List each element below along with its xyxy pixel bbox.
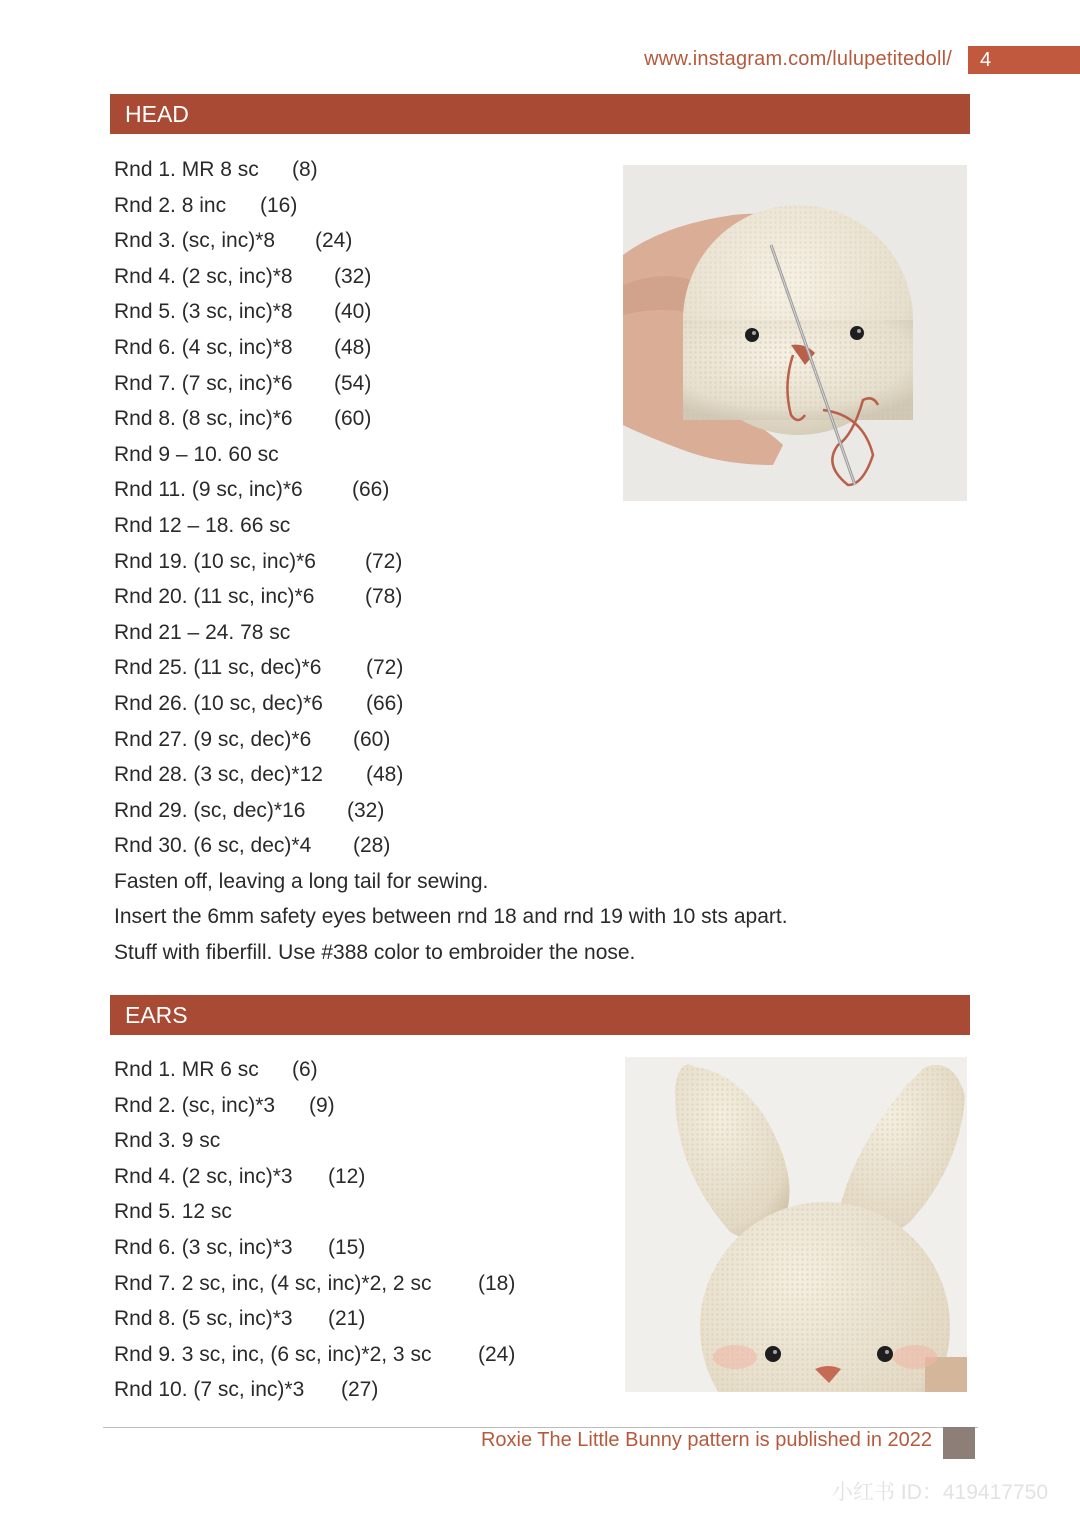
round-line: Rnd 10. (7 sc, inc)*3 (27): [114, 1372, 431, 1408]
round-line: Rnd 6. (3 sc, inc)*3 (15): [114, 1230, 431, 1266]
round-line: Rnd 28. (3 sc, dec)*12 (48): [114, 757, 788, 793]
section-header-ears: EARS: [110, 995, 970, 1035]
bunny-ears-illustration: [625, 1057, 967, 1392]
page-number: 4: [968, 46, 1080, 74]
section-header-head: HEAD: [110, 94, 970, 134]
round-line: Rnd 6. (4 sc, inc)*8 (48): [114, 330, 788, 366]
round-line: Rnd 12 – 18. 66 sc: [114, 513, 291, 537]
round-line: Rnd 8. (8 sc, inc)*6 (60): [114, 401, 788, 437]
footer-text: Roxie The Little Bunny pattern is published in 2022: [480, 1429, 932, 1451]
stitch-count: (28): [353, 834, 391, 858]
instagram-url: www.instagram.com/lulupetitedoll/: [644, 48, 952, 70]
round-line: Rnd 21 – 24. 78 sc: [114, 620, 291, 644]
stitch-count: (27): [341, 1378, 379, 1402]
round-line: Rnd 7. 2 sc, inc, (4 sc, inc)*2, 2 sc (18): [114, 1266, 431, 1302]
stitch-count: (66): [352, 478, 390, 502]
round-line: Rnd 4. (2 sc, inc)*8 (32): [114, 259, 788, 295]
stitch-count: (78): [365, 585, 403, 609]
round-line: Rnd 9 – 10. 60 sc: [114, 442, 279, 466]
round-line: Rnd 1. MR 6 sc (6): [114, 1052, 431, 1088]
stitch-count: (72): [366, 656, 404, 680]
footer-tab: [943, 1427, 975, 1459]
stitch-count: (9): [309, 1093, 335, 1117]
note-line: Stuff with fiberfill. Use #388 color to embroider the nose.: [114, 941, 636, 965]
stitch-count: (66): [366, 691, 404, 715]
stitch-count: (21): [328, 1307, 366, 1331]
round-line: Rnd 5. (3 sc, inc)*8 (40): [114, 294, 788, 330]
round-line: Rnd 7. (7 sc, inc)*6 (54): [114, 366, 788, 402]
stitch-count: (48): [334, 335, 372, 359]
round-line: Rnd 29. (sc, dec)*16 (32): [114, 793, 788, 829]
stitch-count: (24): [478, 1342, 516, 1366]
round-line: Rnd 27. (9 sc, dec)*6 (60): [114, 722, 788, 758]
round-line: Rnd 4. (2 sc, inc)*3 (12): [114, 1159, 431, 1195]
stitch-count: (72): [365, 549, 403, 573]
round-line: Rnd 5. 12 sc: [114, 1200, 232, 1224]
stitch-count: (16): [260, 193, 298, 217]
round-line: Rnd 19. (10 sc, inc)*6 (72): [114, 544, 788, 580]
round-line: Rnd 2. (sc, inc)*3 (9): [114, 1088, 431, 1124]
stitch-count: (32): [334, 264, 372, 288]
round-line: Rnd 25. (11 sc, dec)*6 (72): [114, 650, 788, 686]
round-line: Rnd 11. (9 sc, inc)*6 (66): [114, 472, 788, 508]
stitch-count: (15): [328, 1235, 366, 1259]
stitch-count: (60): [334, 407, 372, 431]
bunny-ears-photo: [625, 1057, 967, 1392]
round-line: Rnd 26. (10 sc, dec)*6 (66): [114, 686, 788, 722]
stitch-count: (24): [315, 229, 353, 253]
stitch-count: (32): [347, 798, 385, 822]
watermark: 小红书 ID：419417750: [832, 1481, 1048, 1504]
stitch-count: (8): [292, 158, 318, 181]
stitch-count: (40): [334, 300, 372, 324]
stitch-count: (54): [334, 371, 372, 395]
footer-divider: [103, 1427, 978, 1428]
stitch-count: (18): [478, 1271, 516, 1295]
round-line: Rnd 20. (11 sc, inc)*6 (78): [114, 579, 788, 615]
stitch-count: (6): [292, 1058, 318, 1081]
round-line: Rnd 30. (6 sc, dec)*4 (28): [114, 828, 788, 864]
round-line: Rnd 1. MR 8 sc (8): [114, 152, 788, 188]
round-line: Rnd 3. (sc, inc)*8 (24): [114, 223, 788, 259]
bunny-head-photo: [623, 165, 967, 501]
bunny-head-illustration: [623, 165, 967, 501]
stitch-count: (60): [353, 727, 391, 751]
stitch-count: (48): [366, 763, 404, 787]
stitch-count: (12): [328, 1164, 366, 1188]
note-line: Fasten off, leaving a long tail for sewing.: [114, 869, 489, 893]
round-line: Rnd 2. 8 inc (16): [114, 188, 788, 224]
round-line: Rnd 3. 9 sc: [114, 1129, 221, 1153]
round-line: Rnd 9. 3 sc, inc, (6 sc, inc)*2, 3 sc (24): [114, 1337, 431, 1373]
ears-instructions: [114, 1052, 516, 1408]
round-line: Rnd 8. (5 sc, inc)*3 (21): [114, 1301, 431, 1337]
note-line: Insert the 6mm safety eyes between rnd 18 and rnd 19 with 10 sts apart.: [114, 905, 788, 929]
